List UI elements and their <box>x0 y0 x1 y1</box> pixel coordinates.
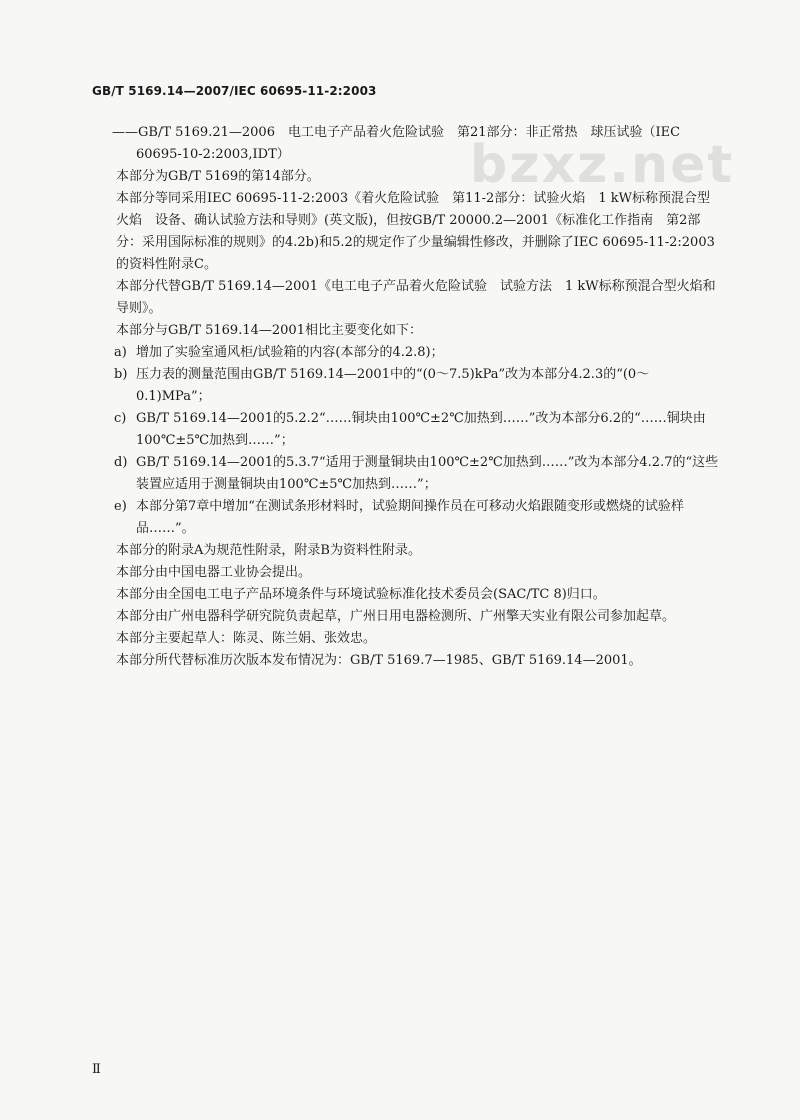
change-item-text: 增加了实验室通风柜/试验箱的内容(本部分的4.2.8)； <box>136 345 444 360</box>
preface-body <box>92 122 722 672</box>
referenced-standard-item: ——GB/T 5169.21—2006 电工电子产品着火危险试验 第21部分：非正常热 球压试验（IEC 60695-10-2:2003,IDT） <box>112 125 681 162</box>
change-item-mark: b) <box>114 367 128 382</box>
paragraph-annex: 本部分的附录A为规范性附录，附录B为资料性附录。 <box>116 543 421 558</box>
change-item-mark: e) <box>114 499 127 514</box>
change-item <box>92 408 722 452</box>
paragraph-drafting-units: 本部分由广州电器科学研究院负责起草，广州日用电器检测所、广州擎天实业有限公司参加起草。 <box>116 609 676 624</box>
change-item <box>92 496 722 540</box>
change-item-text: 本部分第7章中增加“在测试条形材料时，试验期间操作员在可移动火焰跟随变形或燃烧的试验样品……”。 <box>136 499 684 536</box>
paragraph-centralized-by: 本部分由全国电工电子产品环境条件与环境试验标准化技术委员会(SAC/TC 8)归口。 <box>116 587 606 602</box>
paragraph-changes-intro: 本部分与GB/T 5169.14—2001相比主要变化如下： <box>116 323 422 338</box>
standard-code-header: GB/T 5169.14—2007/IEC 60695-11-2:2003 <box>92 84 377 98</box>
change-item-mark: d) <box>114 455 128 470</box>
paragraph-version-history: 本部分所代替标准历次版本发布情况为：GB/T 5169.7—1985、GB/T 5169.14—2001。 <box>116 653 642 668</box>
paragraph-part-of: 本部分为GB/T 5169的第14部分。 <box>116 169 320 184</box>
change-item-mark: c) <box>114 411 127 426</box>
change-item <box>92 364 722 408</box>
paragraph-equivalent-adoption: 本部分等同采用IEC 60695-11-2:2003《着火危险试验 第11-2部分：试验火焰 1 kW标称预混合型火焰 设备、确认试验方法和导则》(英文版)，但按GB/T 20000.2—2001《标准化工作指南 第2部分：采用国际标准的规则》的4.2b)和5.2的规定作了少量编辑性修改，并删除了IEC 60695-11-2:2003的资料性附录C。 <box>116 191 715 272</box>
watermark: bzxz.net <box>470 135 735 195</box>
change-item-text: 压力表的测量范围由GB/T 5169.14—2001中的“(0～7.5)kPa”改为本部分4.2.3的“(0～0.1)MPa”； <box>136 367 650 404</box>
change-item-text: GB/T 5169.14—2001的5.3.7“适用于测量铜块由100℃±2℃加热到……”改为本部分4.2.7的“这些装置应适用于测量铜块由100℃±5℃加热到……”； <box>136 455 719 492</box>
change-item <box>92 342 722 364</box>
change-item-text: GB/T 5169.14—2001的5.2.2“……铜块由100℃±2℃加热到……”改为本部分6.2的“……铜块由100℃±5℃加热到……”； <box>136 411 706 448</box>
paragraph-proposed-by: 本部分由中国电器工业协会提出。 <box>116 565 312 580</box>
change-item-mark: a) <box>114 345 127 360</box>
paragraph-replaces: 本部分代替GB/T 5169.14—2001《电工电子产品着火危险试验 试验方法 1 kW标称预混合型火焰和导则》。 <box>116 279 716 316</box>
page-number: Ⅱ <box>92 1062 101 1077</box>
change-item <box>92 452 722 496</box>
paragraph-drafters: 本部分主要起草人：陈灵、陈兰娟、张效忠。 <box>116 631 377 646</box>
